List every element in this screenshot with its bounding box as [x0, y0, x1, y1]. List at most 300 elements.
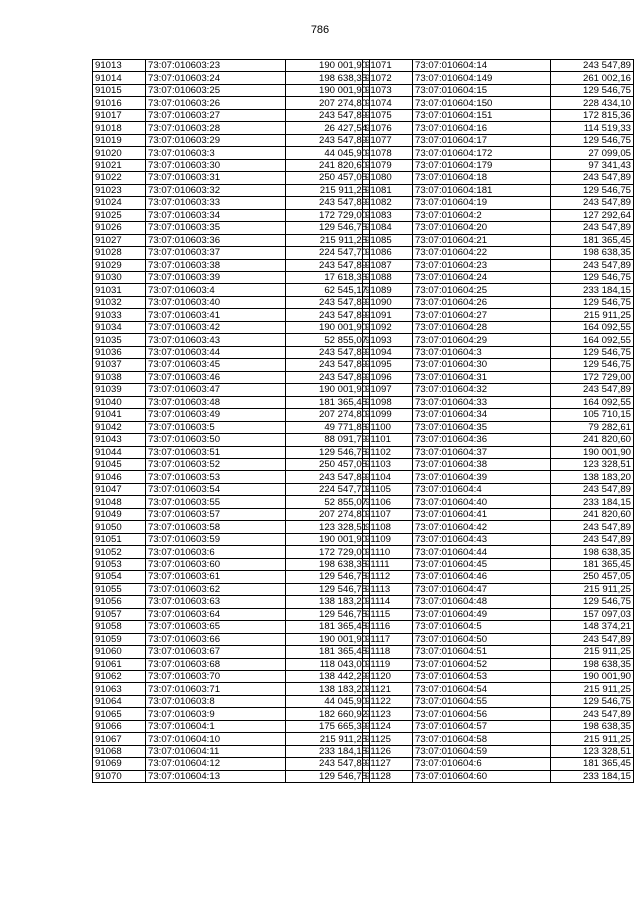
value-cell: 241 820,60	[551, 434, 634, 446]
cadastral-number-cell: 73:07:010603:27	[146, 109, 286, 121]
table-row	[93, 109, 370, 121]
value-cell: 215 911,25	[286, 733, 370, 745]
row-number-cell: 91030	[93, 271, 146, 283]
cadastral-number-cell: 73:07:010603:68	[146, 658, 286, 670]
table-row	[363, 658, 634, 670]
row-number-cell: 91057	[93, 608, 146, 620]
cadastral-number-cell: 73:07:010603:43	[146, 334, 286, 346]
cadastral-number-cell: 73:07:010603:62	[146, 583, 286, 595]
value-cell: 97 341,43	[551, 159, 634, 171]
row-number-cell: 91095	[363, 359, 413, 371]
table-row	[363, 421, 634, 433]
value-cell: 243 547,89	[551, 384, 634, 396]
value-cell: 243 547,89	[286, 259, 370, 271]
value-cell: 243 547,89	[551, 533, 634, 545]
row-number-cell: 91043	[93, 434, 146, 446]
row-number-cell: 91020	[93, 147, 146, 159]
cadastral-number-cell: 73:07:010604:6	[413, 758, 551, 770]
value-cell: 138 183,20	[551, 471, 634, 483]
value-cell: 190 001,90	[286, 384, 370, 396]
cadastral-number-cell: 73:07:010604:34	[413, 409, 551, 421]
table-row	[93, 558, 370, 570]
table-row	[363, 184, 634, 196]
cadastral-number-cell: 73:07:010604:25	[413, 284, 551, 296]
value-cell: 181 365,45	[551, 758, 634, 770]
row-number-cell: 91064	[93, 695, 146, 707]
row-number-cell: 91035	[93, 334, 146, 346]
row-number-cell: 91053	[93, 558, 146, 570]
cadastral-number-cell: 73:07:010603:52	[146, 459, 286, 471]
table-row	[363, 733, 634, 745]
row-number-cell: 91073	[363, 84, 413, 96]
cadastral-number-cell: 73:07:010603:71	[146, 683, 286, 695]
cadastral-number-cell: 73:07:010603:24	[146, 72, 286, 84]
row-number-cell: 91098	[363, 396, 413, 408]
value-cell: 138 183,20	[286, 683, 370, 695]
value-cell: 243 547,89	[286, 296, 370, 308]
cadastral-number-cell: 73:07:010603:67	[146, 646, 286, 658]
row-number-cell: 91027	[93, 234, 146, 246]
table-row	[363, 745, 634, 757]
value-cell: 243 547,89	[286, 359, 370, 371]
table-row	[363, 720, 634, 732]
value-cell: 243 547,89	[551, 483, 634, 495]
value-cell: 243 547,89	[286, 109, 370, 121]
row-number-cell: 91026	[93, 222, 146, 234]
value-cell: 243 547,89	[551, 521, 634, 533]
cadastral-number-cell: 73:07:010603:66	[146, 633, 286, 645]
cadastral-number-cell: 73:07:010604:12	[146, 758, 286, 770]
value-cell: 172 815,36	[551, 109, 634, 121]
cadastral-number-cell: 73:07:010603:40	[146, 296, 286, 308]
table-row	[93, 309, 370, 321]
value-cell: 164 092,55	[551, 334, 634, 346]
value-cell: 215 911,25	[551, 683, 634, 695]
table-row	[363, 371, 634, 383]
cadastral-number-cell: 73:07:010604:40	[413, 496, 551, 508]
table-row	[363, 471, 634, 483]
row-number-cell: 91119	[363, 658, 413, 670]
table-row	[93, 346, 370, 358]
table-row	[363, 147, 634, 159]
cadastral-number-cell: 73:07:010603:33	[146, 197, 286, 209]
row-number-cell: 91112	[363, 571, 413, 583]
cadastral-number-cell: 73:07:010603:46	[146, 371, 286, 383]
table-row	[363, 396, 634, 408]
cadastral-number-cell: 73:07:010604:36	[413, 434, 551, 446]
cadastral-number-cell: 73:07:010603:4	[146, 284, 286, 296]
table-row	[93, 546, 370, 558]
table-row	[93, 421, 370, 433]
table-row	[363, 608, 634, 620]
table-row	[363, 558, 634, 570]
row-number-cell: 91110	[363, 546, 413, 558]
row-number-cell: 91076	[363, 122, 413, 134]
row-number-cell: 91085	[363, 234, 413, 246]
table-row	[93, 446, 370, 458]
table-row	[363, 446, 634, 458]
row-number-cell: 91106	[363, 496, 413, 508]
value-cell: 224 547,70	[286, 247, 370, 259]
row-number-cell: 91029	[93, 259, 146, 271]
cadastral-number-cell: 73:07:010603:35	[146, 222, 286, 234]
row-number-cell: 91116	[363, 621, 413, 633]
value-cell: 129 546,75	[286, 446, 370, 458]
value-cell: 181 365,45	[286, 396, 370, 408]
cadastral-number-cell: 73:07:010604:14	[413, 60, 551, 72]
row-number-cell: 91101	[363, 434, 413, 446]
table-row	[363, 284, 634, 296]
cadastral-number-cell: 73:07:010603:53	[146, 471, 286, 483]
cadastral-number-cell: 73:07:010603:30	[146, 159, 286, 171]
cadastral-number-cell: 73:07:010604:23	[413, 259, 551, 271]
value-cell: 215 911,25	[286, 184, 370, 196]
row-number-cell: 91048	[93, 496, 146, 508]
cadastral-number-cell: 73:07:010604:47	[413, 583, 551, 595]
value-cell: 181 365,45	[551, 234, 634, 246]
row-number-cell: 91115	[363, 608, 413, 620]
row-number-cell: 91120	[363, 670, 413, 682]
cadastral-number-cell: 73:07:010604:11	[146, 745, 286, 757]
value-cell: 243 547,89	[286, 371, 370, 383]
value-cell: 190 001,90	[286, 533, 370, 545]
row-number-cell: 91065	[93, 708, 146, 720]
row-number-cell: 91063	[93, 683, 146, 695]
row-number-cell: 91025	[93, 209, 146, 221]
row-number-cell: 91093	[363, 334, 413, 346]
row-number-cell: 91081	[363, 184, 413, 196]
row-number-cell: 91024	[93, 197, 146, 209]
table-row	[93, 658, 370, 670]
cadastral-number-cell: 73:07:010603:41	[146, 309, 286, 321]
cadastral-number-cell: 73:07:010603:25	[146, 84, 286, 96]
table-row	[93, 284, 370, 296]
value-cell: 241 820,60	[551, 508, 634, 520]
cadastral-number-cell: 73:07:010603:50	[146, 434, 286, 446]
value-cell: 114 519,33	[551, 122, 634, 134]
cadastral-number-cell: 73:07:010604:181	[413, 184, 551, 196]
cadastral-number-cell: 73:07:010604:58	[413, 733, 551, 745]
cadastral-number-cell: 73:07:010604:26	[413, 296, 551, 308]
table-row	[363, 646, 634, 658]
value-cell: 123 328,51	[551, 459, 634, 471]
table-row	[93, 84, 370, 96]
row-number-cell: 91071	[363, 60, 413, 72]
row-number-cell: 91066	[93, 720, 146, 732]
row-number-cell: 91047	[93, 483, 146, 495]
row-number-cell: 91089	[363, 284, 413, 296]
value-cell: 243 547,89	[551, 60, 634, 72]
cadastral-number-cell: 73:07:010604:31	[413, 371, 551, 383]
table-row	[93, 147, 370, 159]
table-row	[93, 184, 370, 196]
table-row	[93, 483, 370, 495]
value-cell: 52 855,07	[286, 334, 370, 346]
row-number-cell: 91039	[93, 384, 146, 396]
table-row	[93, 384, 370, 396]
row-number-cell: 91097	[363, 384, 413, 396]
row-number-cell: 91074	[363, 97, 413, 109]
cadastral-number-cell: 73:07:010603:6	[146, 546, 286, 558]
cadastral-number-cell: 73:07:010603:61	[146, 571, 286, 583]
cadastral-number-cell: 73:07:010604:10	[146, 733, 286, 745]
cadastral-number-cell: 73:07:010604:149	[413, 72, 551, 84]
value-cell: 181 365,45	[286, 646, 370, 658]
table-row	[363, 159, 634, 171]
value-cell: 129 546,75	[286, 571, 370, 583]
cadastral-number-cell: 73:07:010604:38	[413, 459, 551, 471]
table-row	[93, 596, 370, 608]
table-row	[363, 496, 634, 508]
row-number-cell: 91062	[93, 670, 146, 682]
value-cell: 228 434,10	[551, 97, 634, 109]
cadastral-number-cell: 73:07:010603:59	[146, 533, 286, 545]
table-row	[363, 546, 634, 558]
table-row	[93, 720, 370, 732]
value-cell: 215 911,25	[551, 583, 634, 595]
value-cell: 52 855,07	[286, 496, 370, 508]
table-row	[363, 134, 634, 146]
row-number-cell: 91128	[363, 770, 413, 782]
table-row	[93, 496, 370, 508]
value-cell: 198 638,35	[286, 72, 370, 84]
value-cell: 79 282,61	[551, 421, 634, 433]
table-row	[363, 346, 634, 358]
row-number-cell: 91042	[93, 421, 146, 433]
value-cell: 172 729,00	[551, 371, 634, 383]
row-number-cell: 91113	[363, 583, 413, 595]
table-row	[363, 321, 634, 333]
table-row	[363, 222, 634, 234]
table-row	[93, 259, 370, 271]
cadastral-number-cell: 73:07:010604:172	[413, 147, 551, 159]
table-row	[363, 459, 634, 471]
value-cell: 181 365,45	[551, 558, 634, 570]
cadastral-number-cell: 73:07:010604:13	[146, 770, 286, 782]
value-cell: 250 457,05	[286, 459, 370, 471]
row-number-cell: 91036	[93, 346, 146, 358]
row-number-cell: 91094	[363, 346, 413, 358]
value-cell: 127 292,64	[551, 209, 634, 221]
cadastral-number-cell: 73:07:010603:65	[146, 621, 286, 633]
row-number-cell: 91055	[93, 583, 146, 595]
row-number-cell: 91122	[363, 695, 413, 707]
cadastral-number-cell: 73:07:010603:32	[146, 184, 286, 196]
table-row	[93, 396, 370, 408]
value-cell: 148 374,21	[551, 621, 634, 633]
value-cell: 172 729,00	[286, 209, 370, 221]
cadastral-number-cell: 73:07:010603:37	[146, 247, 286, 259]
value-cell: 17 618,36	[286, 271, 370, 283]
row-number-cell: 91052	[93, 546, 146, 558]
value-cell: 198 638,35	[286, 558, 370, 570]
cadastral-number-cell: 73:07:010604:37	[413, 446, 551, 458]
table-row	[363, 434, 634, 446]
value-cell: 118 043,00	[286, 658, 370, 670]
row-number-cell: 91103	[363, 459, 413, 471]
table-row	[93, 222, 370, 234]
cadastral-number-cell: 73:07:010604:52	[413, 658, 551, 670]
table-row	[363, 359, 634, 371]
value-cell: 215 911,25	[286, 234, 370, 246]
row-number-cell: 91075	[363, 109, 413, 121]
row-number-cell: 91059	[93, 633, 146, 645]
table-row	[363, 296, 634, 308]
cadastral-number-cell: 73:07:010603:23	[146, 60, 286, 72]
cadastral-number-cell: 73:07:010603:3	[146, 147, 286, 159]
row-number-cell: 91069	[93, 758, 146, 770]
cadastral-number-cell: 73:07:010604:150	[413, 97, 551, 109]
value-cell: 243 547,89	[551, 197, 634, 209]
value-cell: 105 710,15	[551, 409, 634, 421]
row-number-cell: 91060	[93, 646, 146, 658]
table-row	[363, 259, 634, 271]
value-cell: 129 546,75	[551, 596, 634, 608]
table-row	[93, 97, 370, 109]
cadastral-number-cell: 73:07:010604:28	[413, 321, 551, 333]
cadastral-number-cell: 73:07:010603:57	[146, 508, 286, 520]
table-row	[93, 571, 370, 583]
table-row	[93, 321, 370, 333]
table-row	[363, 334, 634, 346]
cadastral-number-cell: 73:07:010603:5	[146, 421, 286, 433]
cadastral-number-cell: 73:07:010604:41	[413, 508, 551, 520]
table-row	[363, 271, 634, 283]
cadastral-number-cell: 73:07:010604:48	[413, 596, 551, 608]
cadastral-number-cell: 73:07:010604:43	[413, 533, 551, 545]
table-row	[363, 533, 634, 545]
cadastral-number-cell: 73:07:010603:28	[146, 122, 286, 134]
row-number-cell: 91102	[363, 446, 413, 458]
cadastral-number-cell: 73:07:010603:44	[146, 346, 286, 358]
value-cell: 129 546,75	[551, 84, 634, 96]
cadastral-number-cell: 73:07:010604:50	[413, 633, 551, 645]
cadastral-number-cell: 73:07:010604:21	[413, 234, 551, 246]
row-number-cell: 91023	[93, 184, 146, 196]
row-number-cell: 91037	[93, 359, 146, 371]
row-number-cell: 91054	[93, 571, 146, 583]
table-row	[93, 533, 370, 545]
row-number-cell: 91118	[363, 646, 413, 658]
table-row	[363, 633, 634, 645]
cadastral-number-cell: 73:07:010604:46	[413, 571, 551, 583]
table-row	[363, 234, 634, 246]
table-row	[93, 758, 370, 770]
value-cell: 233 184,15	[551, 284, 634, 296]
value-cell: 250 457,05	[551, 571, 634, 583]
value-cell: 243 547,89	[551, 259, 634, 271]
value-cell: 207 274,80	[286, 508, 370, 520]
value-cell: 129 546,75	[551, 271, 634, 283]
cadastral-number-cell: 73:07:010604:24	[413, 271, 551, 283]
row-number-cell: 91028	[93, 247, 146, 259]
cadastral-number-cell: 73:07:010603:39	[146, 271, 286, 283]
value-cell: 233 184,15	[551, 770, 634, 782]
cadastral-number-cell: 73:07:010603:36	[146, 234, 286, 246]
value-cell: 243 547,89	[551, 633, 634, 645]
value-cell: 138 442,29	[286, 670, 370, 682]
row-number-cell: 91056	[93, 596, 146, 608]
table-row	[93, 234, 370, 246]
row-number-cell: 91090	[363, 296, 413, 308]
table-row	[93, 521, 370, 533]
row-number-cell: 91087	[363, 259, 413, 271]
row-number-cell: 91083	[363, 209, 413, 221]
row-number-cell: 91014	[93, 72, 146, 84]
table-row	[363, 770, 634, 782]
value-cell: 243 547,89	[286, 758, 370, 770]
cadastral-number-cell: 73:07:010604:53	[413, 670, 551, 682]
cadastral-number-cell: 73:07:010604:179	[413, 159, 551, 171]
row-number-cell: 91022	[93, 172, 146, 184]
row-number-cell: 91044	[93, 446, 146, 458]
row-number-cell: 91117	[363, 633, 413, 645]
row-number-cell: 91082	[363, 197, 413, 209]
cadastral-number-cell: 73:07:010604:55	[413, 695, 551, 707]
row-number-cell: 91049	[93, 508, 146, 520]
value-cell: 27 099,05	[551, 147, 634, 159]
value-cell: 190 001,90	[551, 446, 634, 458]
cadastral-number-cell: 73:07:010604:33	[413, 396, 551, 408]
value-cell: 129 546,75	[551, 184, 634, 196]
cadastral-number-cell: 73:07:010603:48	[146, 396, 286, 408]
row-number-cell: 91041	[93, 409, 146, 421]
row-number-cell: 91021	[93, 159, 146, 171]
table-row	[363, 97, 634, 109]
cadastral-number-cell: 73:07:010604:1	[146, 720, 286, 732]
table-row	[363, 758, 634, 770]
table-row	[363, 247, 634, 259]
row-number-cell: 91072	[363, 72, 413, 84]
table-row	[363, 384, 634, 396]
table-row	[93, 296, 370, 308]
cadastral-number-cell: 73:07:010603:9	[146, 708, 286, 720]
table-row	[363, 197, 634, 209]
table-body-right	[363, 60, 634, 783]
cadastral-number-cell: 73:07:010603:42	[146, 321, 286, 333]
cadastral-number-cell: 73:07:010604:39	[413, 471, 551, 483]
table-row	[93, 72, 370, 84]
value-cell: 164 092,55	[551, 396, 634, 408]
cadastral-number-cell: 73:07:010604:3	[413, 346, 551, 358]
value-cell: 190 001,90	[286, 84, 370, 96]
table-row	[363, 670, 634, 682]
row-number-cell: 91100	[363, 421, 413, 433]
table-row	[93, 471, 370, 483]
row-number-cell: 91061	[93, 658, 146, 670]
value-cell: 250 457,05	[286, 172, 370, 184]
table-row	[363, 695, 634, 707]
cadastral-number-cell: 73:07:010604:5	[413, 621, 551, 633]
row-number-cell: 91121	[363, 683, 413, 695]
table-row	[363, 409, 634, 421]
table-row	[93, 508, 370, 520]
cadastral-number-cell: 73:07:010604:57	[413, 720, 551, 732]
value-cell: 182 660,92	[286, 708, 370, 720]
table-row	[93, 683, 370, 695]
row-number-cell: 91068	[93, 745, 146, 757]
row-number-cell: 91084	[363, 222, 413, 234]
cadastral-number-cell: 73:07:010603:51	[146, 446, 286, 458]
row-number-cell: 91088	[363, 271, 413, 283]
value-cell: 138 183,20	[286, 596, 370, 608]
cadastral-number-cell: 73:07:010604:44	[413, 546, 551, 558]
row-number-cell: 91033	[93, 309, 146, 321]
data-table-right	[362, 59, 634, 783]
table-row	[363, 483, 634, 495]
value-cell: 243 547,89	[286, 471, 370, 483]
value-cell: 49 771,86	[286, 421, 370, 433]
